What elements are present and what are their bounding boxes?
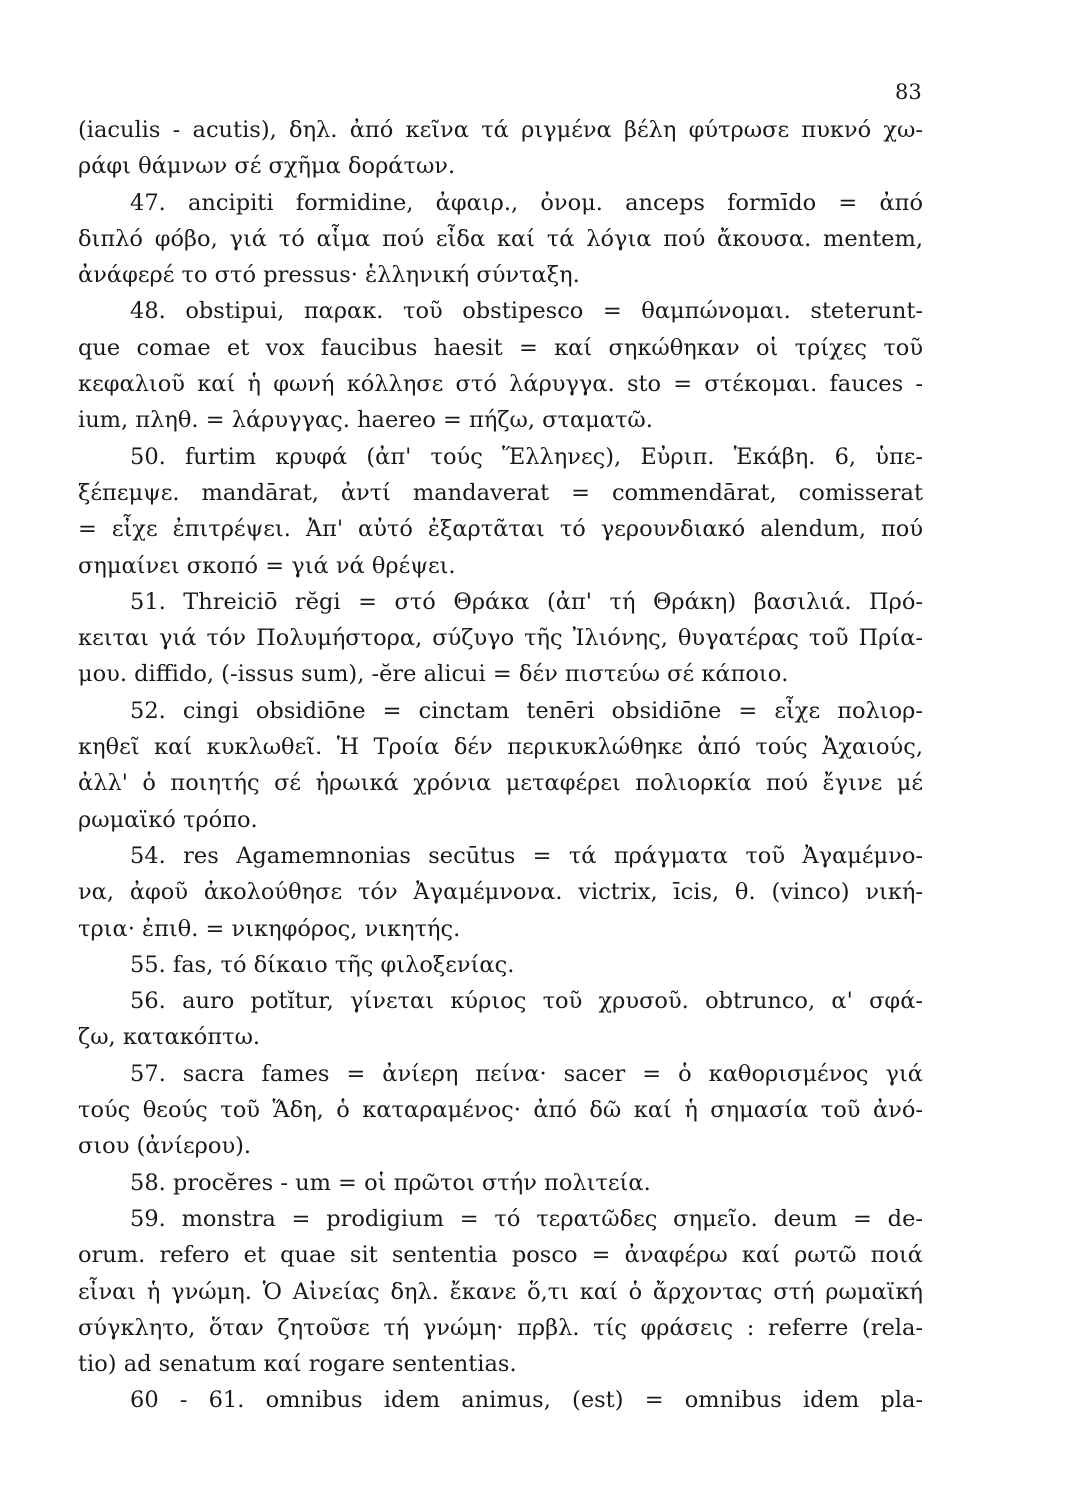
text-line: 47. ancipiti formidine, ἀφαιρ., ὀνομ. anceps formīdo = ἀπό	[130, 189, 923, 216]
text-line: ζω, κατακόπτω.	[78, 1024, 261, 1051]
text-line: 58. procĕres - um = οἱ πρῶτοι στήν πολιτεία.	[130, 1169, 651, 1196]
body-text	[78, 112, 923, 1419]
text-line: ξέπεμψε. mandārat, ἀντί mandaverat = commendārat, comisserat	[78, 479, 923, 506]
text-line: 50. furtim κρυφά (ἀπ' τούς Ἕλληνες), Εὐριπ. Ἑκάβη. 6, ὑπε-	[130, 443, 923, 470]
text-line: σύγκλητο, ὅταν ζητοῦσε τή γνώμη· πρβλ. τίς φράσεις : referre (rela-	[78, 1314, 923, 1341]
text-line: que comae et vox faucibus haesit = καί σηκώθηκαν οἱ τρίχες τοῦ	[78, 334, 923, 361]
text-line: 52. cingi obsidiōne = cinctam tenēri obsidiōne = εἶχε πολιορ-	[130, 697, 923, 724]
text-line: ρωμαϊκό τρόπο.	[78, 806, 258, 833]
text-line: κεφαλιοῦ καί ἡ φωνή κόλλησε στό λάρυγγα. sto = στέκομαι. fauces -	[78, 371, 923, 398]
text-line: εἶναι ἡ γνώμη. Ὁ Αἰνείας δηλ. ἔκανε ὅ,τι καί ὁ ἄρχοντας στή ρωμαϊκή	[78, 1278, 923, 1305]
text-line: 51. Threiciō rĕgi = στό Θράκα (ἀπ' τή Θράκη) βασιλιά. Πρό-	[130, 588, 923, 615]
text-line: ἀνάφερέ το στό pressus· ἑλληνική σύνταξη.	[78, 262, 580, 289]
text-line: tio) ad senatum καί rogare sententias.	[78, 1351, 517, 1378]
text-line: ράφι θάμνων σέ σχῆμα δοράτων.	[78, 153, 456, 180]
text-line: 48. obstipui, παρακ. τοῦ obstipesco = θαμπώνομαι. steterunt-	[130, 298, 923, 325]
text-line: 55. fas, τό δίκαιο τῆς φιλοξενίας.	[130, 951, 515, 978]
text-line: ἀλλ' ὁ ποιητής σέ ἡρωικά χρόνια μεταφέρει πολιορκία πού ἔγινε μέ	[78, 770, 923, 797]
text-line: orum. refero et quae sit sententia posco = ἀναφέρω καί ρωτῶ ποιά	[78, 1242, 923, 1269]
text-line: τούς θεούς τοῦ Ἅδη, ὁ καταραμένος· ἀπό δῶ καί ἡ σημασία τοῦ ἀνό-	[78, 1097, 923, 1124]
page-number: 83	[895, 80, 922, 104]
text-line: σημαίνει σκοπό = γιά νά θρέψει.	[78, 552, 456, 579]
text-line: να, ἀφοῦ ἀκολούθησε τόν Ἀγαμέμνονα. victrix, īcis, θ. (vinco) νική-	[78, 879, 923, 906]
text-line: ium, πληθ. = λάρυγγας. haereo = πήζω, σταματῶ.	[78, 407, 653, 434]
text-line: 56. auro potĭtur, γίνεται κύριος τοῦ χρυσοῦ. obtrunco, α' σφά-	[130, 988, 923, 1015]
text-line: 60 - 61. omnibus idem animus, (est) = omnibus idem pla-	[130, 1387, 923, 1414]
text-line: (iaculis - acutis), δηλ. ἀπό κεῖνα τά ριγμένα βέλη φύτρωσε πυκνό χω-	[78, 117, 923, 143]
text-line: μου. diffido, (-issus sum), -ĕre alicui = δέν πιστεύω σέ κάποιο.	[78, 661, 789, 688]
text-line: κηθεῖ καί κυκλωθεῖ. Ἡ Τροία δέν περικυκλώθηκε ἀπό τούς Ἀχαιούς,	[78, 734, 923, 761]
text-line: τρια· ἐπιθ. = νικηφόρος, νικητής.	[78, 915, 461, 942]
text-line: κειται γιά τόν Πολυμήστορα, σύζυγο τῆς Ἰλιόνης, θυγατέρας τοῦ Πρία-	[78, 625, 923, 652]
text-line: διπλό φόβο, γιά τό αἷμα πού εἶδα καί τά λόγια πού ἄκουσα. mentem,	[78, 225, 923, 252]
text-line: = εἶχε ἐπιτρέψει. Ἀπ' αὐτό ἐξαρτᾶται τό γερουνδιακό alendum, πού	[78, 516, 923, 543]
text-line: 59. monstra = prodigium = τό τερατῶδες σημεῖο. deum = de-	[130, 1205, 923, 1232]
text-line: 57. sacra fames = ἀνίερη πείνα· sacer = ὁ καθορισμένος γιά	[130, 1060, 923, 1087]
text-line: 54. res Agamemnonias secūtus = τά πράγματα τοῦ Ἀγαμέμνο-	[130, 842, 923, 869]
text-line: σιου (ἀνίερου).	[78, 1133, 252, 1160]
